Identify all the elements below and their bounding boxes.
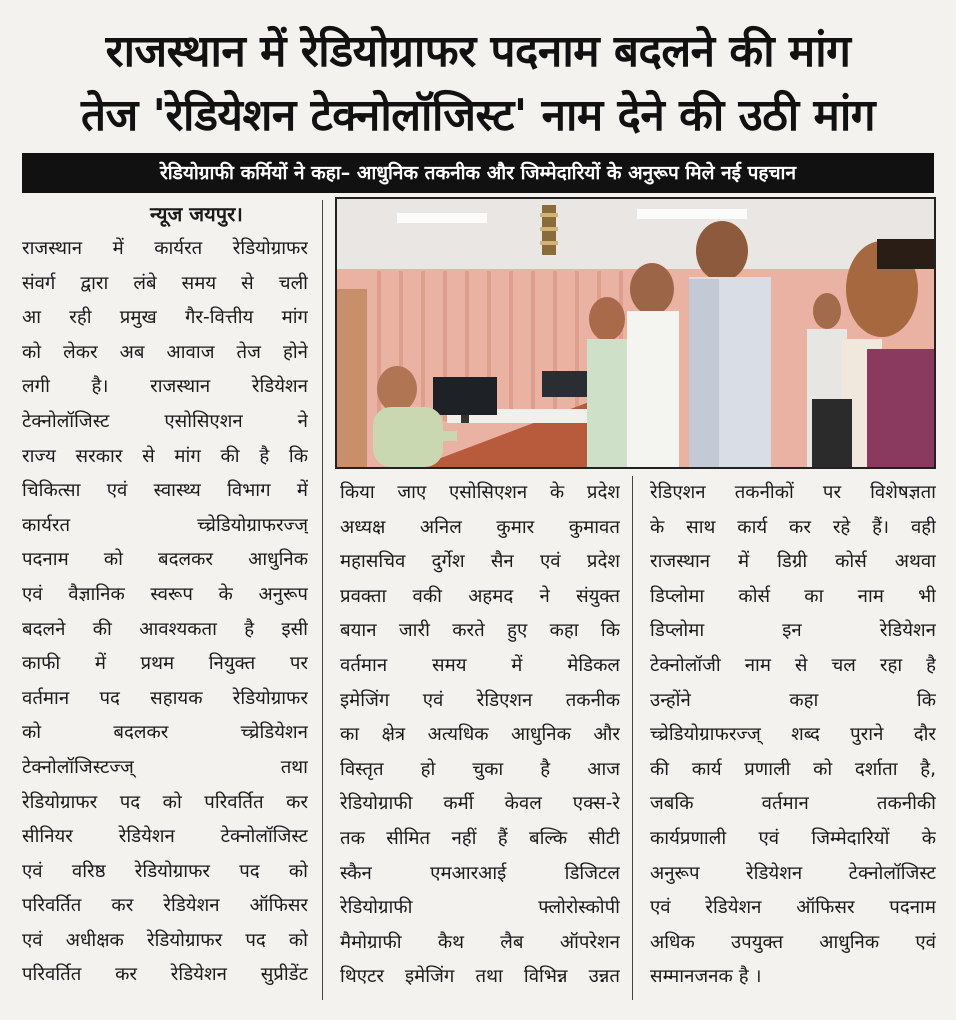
article-line: के साथ कार्य कर रहे हैं। वही — [650, 516, 936, 538]
article-line: किया जाए एसोसिएशन के प्रदेश — [340, 482, 620, 503]
article-line: रेडियोग्राफर पद को परिवर्तित कर — [22, 791, 308, 813]
article-line: टेक्नोलॉजिस्टज्ज् तथा — [22, 756, 308, 778]
subheadline-strip: रेडियोग्राफी कर्मियों ने कहा– आधुनिक तकनीक और जिम्मेदारियों के अनुरूप मिले नई पहचान — [22, 153, 934, 193]
article-line: एवं वैज्ञानिक स्वरूप के अनुरूप — [22, 583, 308, 605]
article-line: अध्यक्ष अनिल कुमार कुमावत — [340, 516, 620, 538]
article-line: मैमोग्राफी कैथ लैब ऑपरेशन — [340, 931, 620, 953]
article-line: डिप्लोमा कोर्स का नाम भी — [650, 585, 936, 607]
article-line: को बदलकर च्च्रेडियेशन — [22, 722, 308, 744]
article-line: काफी में प्रथम नियुक्त पर — [22, 653, 308, 675]
article-line: अधिक उपयुक्त आधुनिक एवं — [650, 931, 936, 953]
dateline: न्यूज जयपुर। — [150, 202, 243, 226]
article-line: एवं रेडियेशन ऑफिसर पदनाम — [650, 897, 936, 919]
article-line: कार्यप्रणाली एवं जिम्मेदारियों के — [650, 827, 936, 849]
article-line: प्रवक्ता वकी अहमद ने संयुक्त — [340, 585, 620, 607]
article-line: रेडियोग्राफी फ्लोरोस्कोपी — [340, 897, 620, 919]
article-line: अनुरूप रेडियेशन टेक्नोलॉजिस्ट — [650, 862, 936, 884]
article-line: चिकित्सा एवं स्वास्थ्य विभाग में — [22, 480, 308, 502]
article-line: जबकि वर्तमान तकनीकी — [650, 793, 936, 815]
article-column-3 — [650, 476, 936, 995]
article-line: परिवर्तित कर रेडियेशन ऑफिसर — [22, 895, 308, 917]
headline-line-2: तेज 'रेडियेशन टेक्नोलॉजिस्ट' नाम देने की उठी मांग — [80, 90, 875, 141]
article-column-2 — [340, 476, 620, 995]
article-line: राज्य सरकार से मांग की है कि — [22, 445, 308, 467]
column-divider-middle — [632, 476, 633, 1000]
article-line: इमेजिंग एवं रेडिएशन तकनीक — [340, 689, 620, 711]
article-line: राजस्थान में कार्यरत रेडियोग्राफर — [22, 238, 308, 259]
article-line: बदलने की आवश्यकता है इसी — [22, 618, 308, 640]
article-line: एवं वरिष्ठ रेडियोग्राफर पद को — [22, 860, 308, 882]
article-line: सीनियर रेडियेशन टेक्नोलॉजिस्ट — [22, 826, 308, 848]
article-line: की कार्य प्रणाली को दर्शाता है, — [650, 758, 936, 780]
article-line: स्कैन एमआरआई डिजिटल — [340, 862, 620, 884]
article-line: उन्होंने कहा कि — [650, 689, 936, 711]
article-line: महासचिव दुर्गेश सैन एवं प्रदेश — [340, 551, 620, 573]
article-line: थिएटर इमेजिंग तथा विभिन्न उन्नत — [340, 966, 620, 988]
article-line: एवं अधीक्षक रेडियोग्राफर पद को — [22, 929, 308, 951]
article-line: बयान जारी करते हुए कहा कि — [340, 620, 620, 642]
article-line: आ रही प्रमुख गैर-वित्तीय मांग — [22, 307, 308, 329]
article-line: लगी है। राजस्थान रेडियेशन — [22, 376, 308, 398]
article-line: पदनाम को बदलकर आधुनिक — [22, 549, 308, 571]
column-divider-left — [322, 200, 323, 1000]
article-line: च्च्रेडियोग्राफरज्ज् शब्द पुराने दौर — [650, 724, 936, 746]
article-line: तक सीमित नहीं हैं बल्कि सीटी — [340, 827, 620, 849]
article-line: कार्यरत च्च्रेडियोग्राफरज्ज् — [22, 514, 308, 536]
article-line: संवर्ग द्वारा लंबे समय से चली — [22, 272, 308, 294]
article-line: टेक्नोलॉजिस्ट एसोसिएशन ने — [22, 410, 308, 432]
article-line: को लेकर अब आवाज तेज होने — [22, 341, 308, 363]
article-line: का क्षेत्र अत्यधिक आधुनिक और — [340, 724, 620, 746]
article-line: डिप्लोमा इन रेडियेशन — [650, 620, 936, 642]
article-line: रेडियोग्राफी कर्मी केवल एक्स-रे — [340, 793, 620, 815]
article-line: वर्तमान पद सहायक रेडियोग्राफर — [22, 687, 308, 709]
article-line: टेक्नोलॉजी नाम से चल रहा है — [650, 654, 936, 676]
article-line: वर्तमान समय में मेडिकल — [340, 654, 620, 676]
headline-line-1: राजस्थान में रेडियोग्राफर पदनाम बदलने की मांग — [105, 26, 851, 77]
article-line: सम्मानजनक है । — [650, 966, 762, 988]
article-line: परिवर्तित कर रेडियेशन सुप्रीडेंट — [22, 964, 308, 986]
article-line: विस्तृत हो चुका है आज — [340, 758, 620, 780]
article-column-1 — [22, 232, 308, 993]
article-line: राजस्थान में डिग्री कोर्स अथवा — [650, 551, 936, 573]
article-line: रेडिएशन तकनीकों पर विशेषज्ञता — [650, 482, 936, 503]
news-photo — [335, 197, 936, 469]
